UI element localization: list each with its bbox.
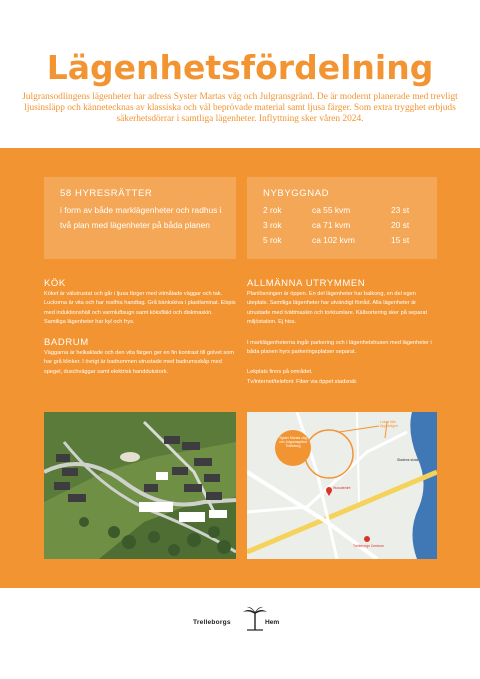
logo-brand-part1: Trelleborgs xyxy=(193,619,231,626)
common-text-3: Lekplats finns på området. xyxy=(247,369,313,375)
newbuild-heading: NYBYGGNAD xyxy=(263,188,330,199)
intro-text: Julgransodlingens lägenheter har adress Syster Martas väg och Julgransgränd. De är modernt planerade med trevligt ljusinsläpp och kännetecknas av klassiska och väl beprövade material samt ljusa färger. Som extra trygghet erbjuds säkerhetsdörrar i samtliga lägenheter. Inflyttning sker våren 2024. xyxy=(22,92,458,125)
unit-area: ca 55 kvm xyxy=(312,205,351,215)
page-title: Lägenhetsfördelning xyxy=(46,48,434,87)
unit-rooms: 2 rok xyxy=(263,205,282,215)
map-bubble-label: Syster Martas väg och Julgransgränd Trelleborg xyxy=(279,436,307,449)
common-text-2: I marklägenheterna ingår parkering och i lägenhetshusen med lägenheter i båda planen hyrs parkeringsplatser separat. xyxy=(247,340,432,356)
aerial-photo xyxy=(44,412,236,559)
map-top-label: Lokalt från Äppelvägen xyxy=(380,420,398,429)
unit-area: ca 71 kvm xyxy=(312,220,351,230)
newbuild-box xyxy=(247,177,437,259)
logo-brand-part2: Hem xyxy=(265,619,280,626)
map-bottom-label: Trelleborgs Centrum xyxy=(353,544,384,548)
common-text-1: Planlösningen är öppen. En del lägenheter har balkong, en del egen uteplats. Samtliga lägenheter har utvändigt förråd. Alla lägenheter är utrustade med tvättmaskin och torktumlare. Källsortering sker på separat miljöstation. Ej hiss. xyxy=(247,291,428,325)
bathroom-heading: BADRUM xyxy=(44,337,89,348)
aerial-illustration xyxy=(44,412,236,559)
common-heading: ALLMÄNNA UTRYMMEN xyxy=(247,278,366,289)
unit-rooms: 5 rok xyxy=(263,235,282,245)
unit-count: 20 st xyxy=(391,220,410,230)
location-map xyxy=(247,412,437,559)
unit-area: ca 102 kvm xyxy=(312,235,355,245)
kitchen-heading: KÖK xyxy=(44,278,66,289)
unit-row xyxy=(263,205,423,217)
rentals-heading: 58 HYRESRÄTTER xyxy=(60,188,153,199)
trelleborgshem-logo xyxy=(193,606,293,632)
rentals-box xyxy=(44,177,236,259)
unit-row xyxy=(263,220,423,232)
unit-count: 23 st xyxy=(391,205,410,215)
unit-rooms: 3 rok xyxy=(263,220,282,230)
unit-row xyxy=(263,235,423,247)
bathroom-text: Väggarna är helkaklade och den vita färgen ger en fin kontrast till golvet som har grå klinker. I övrigt är badrummen utrustade med badrumsskåp med spegel, duschväggar samt elektrisk handdukstork. xyxy=(44,350,234,375)
map-pin-label: Huvudentré xyxy=(333,486,351,490)
kitchen-text: Köket är välutrustat och går i ljusa färger med vitmålade väggar och tak. Luckorna är vita och har rostfria handtag. Grå bänkskiva i plastlaminat. Elspis med induktionshäll och varmluftsugn samt köksfläkt och diskmaskin. Samtliga lägenheter har kyl och frys. xyxy=(44,291,236,325)
map-right-label: Stadens skola xyxy=(397,458,419,462)
common-text-4: Tv/internet/telefoni: Fiber via öppet stadsnät. xyxy=(247,379,358,385)
unit-count: 15 st xyxy=(391,235,410,245)
rentals-text: i form av både marklägenheter och radhus i två plan med lägenheter på båda planen xyxy=(60,205,222,230)
